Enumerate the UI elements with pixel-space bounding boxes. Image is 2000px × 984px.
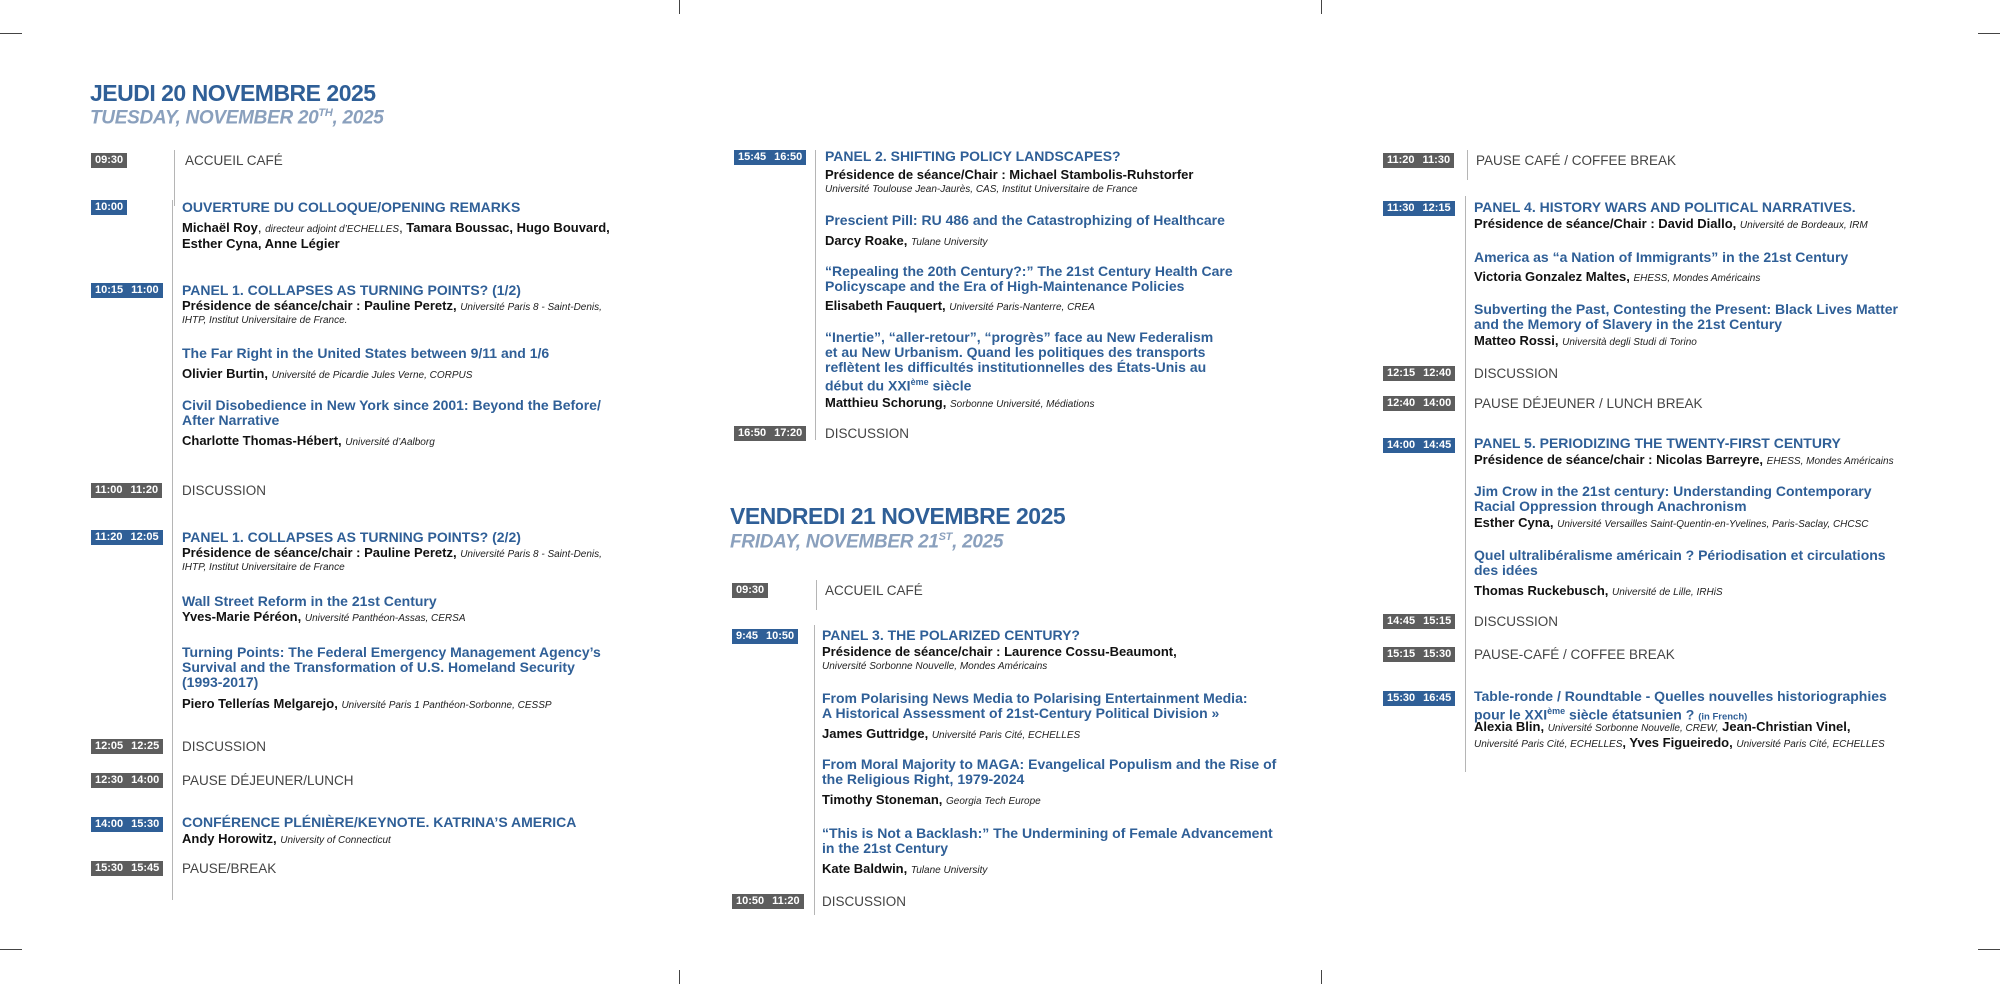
speaker-name: Piero Tellerías Melgarejo, <box>182 696 338 711</box>
crop-mark <box>0 949 22 950</box>
speaker-affiliation: Sorbonne Université, Médiations <box>949 399 1095 410</box>
start-time: 10:15 <box>95 284 124 296</box>
session-label: PAUSE CAFÉ / COFFEE BREAK <box>1476 153 1677 168</box>
speaker-affiliation: Université Paris-Nanterre, CREA <box>949 302 1095 313</box>
crop-mark <box>679 970 680 984</box>
chair <box>182 545 602 562</box>
day1-subtitle-sup: TH <box>318 107 333 119</box>
talk-title: America as “a Nation of Immigrants” in the 21st Century <box>1474 249 1849 265</box>
speaker-affiliation: University of Connecticut <box>280 835 391 846</box>
end-time: 15:30 <box>131 818 160 830</box>
time-badge <box>91 530 163 545</box>
chair-name: Présidence de séance/chair : Nicolas Barreyre, <box>1474 452 1764 467</box>
time-badge <box>1383 691 1455 706</box>
time-badge <box>1383 647 1455 662</box>
talk-title: reflètent les difficultés institutionnelles des États-Unis au <box>825 359 1207 375</box>
crop-mark <box>0 33 22 34</box>
speaker-name: Matthieu Schorung, <box>825 395 947 410</box>
day2-subtitle <box>730 531 1003 553</box>
start-time: 15:15 <box>1387 648 1416 660</box>
speakers: Université Paris Cité, ECHELLES, Yves Figueiredo, Université Paris Cité, ECHELLES <box>1474 735 1885 750</box>
talk-title: and the Memory of Slavery in the 21st Century <box>1474 316 1783 332</box>
timeline-divider <box>174 150 175 206</box>
timeline-divider <box>814 625 815 915</box>
start-time: 15:45 <box>738 151 767 163</box>
timeline-divider <box>1467 150 1468 180</box>
chair-name: Présidence de séance/Chair : Michael Stambolis-Ruhstorfer <box>825 167 1194 182</box>
session-label: DISCUSSION <box>822 894 907 909</box>
session-label: DISCUSSION <box>1474 366 1559 381</box>
session-title: PANEL 4. HISTORY WARS AND POLITICAL NARRATIVES. <box>1474 199 1856 215</box>
speaker-name: Olivier Burtin, <box>182 366 268 381</box>
timeline-divider <box>815 150 816 440</box>
day2-subtitle-end: , 2025 <box>952 531 1004 553</box>
session-label: PAUSE-CAFÉ / COFFEE BREAK <box>1474 647 1675 662</box>
speaker-affiliation: Université Paris Cité, ECHELLES <box>1474 739 1623 750</box>
talk-title: A Historical Assessment of 21st-Century Political Division » <box>822 705 1220 721</box>
time-badge <box>91 483 162 498</box>
start-time: 11:30 <box>1387 202 1415 214</box>
talk-title: Wall Street Reform in the 21st Century <box>182 593 437 609</box>
speaker-affiliation: Université Paris 1 Panthéon-Sorbonne, CESSP <box>341 700 552 711</box>
chair-name: Présidence de séance/chair : Laurence Cossu-Beaumont, <box>822 644 1177 659</box>
session-title: CONFÉRENCE PLÉNIÈRE/KEYNOTE. KATRINA’S AMERICA <box>182 814 577 830</box>
chair-name: Présidence de séance/Chair : David Diallo, <box>1474 216 1737 231</box>
session-title: PANEL 1. COLLAPSES AS TURNING POINTS? (1/2) <box>182 282 521 298</box>
end-time: 16:50 <box>774 151 803 163</box>
end-time: 12:15 <box>1422 202 1451 214</box>
speaker-affiliation: Université de Lille, IRHiS <box>1612 587 1723 598</box>
talk-title: Quel ultralibéralisme américain ? Périodisation et circulations <box>1474 547 1886 563</box>
timeline-divider <box>172 200 173 900</box>
session-label: PAUSE/BREAK <box>182 861 277 876</box>
crop-mark <box>679 0 680 14</box>
speaker-affiliation: Università degli Studi di Torino <box>1562 337 1697 348</box>
crop-mark <box>1321 0 1322 14</box>
start-time: 11:00 <box>95 484 123 496</box>
talk-title: “Repealing the 20th Century?:” The 21st Century Health Care <box>825 263 1233 279</box>
talk-title: (1993-2017) <box>182 674 259 690</box>
talk-title-part: début du XXI <box>825 377 911 394</box>
time-badge <box>732 894 804 909</box>
speaker-name: Elisabeth Fauquert, <box>825 298 946 313</box>
talk-title: Turning Points: The Federal Emergency Management Agency’s <box>182 644 601 660</box>
time-badge <box>91 739 163 754</box>
speaker-affiliation: Université Paris Cité, ECHELLES <box>931 730 1081 741</box>
start-time: 9:45 <box>736 630 759 642</box>
talk-title: Prescient Pill: RU 486 and the Catastrophizing of Healthcare <box>825 212 1225 228</box>
speaker <box>182 366 472 383</box>
start-time: 10:50 <box>736 895 765 907</box>
chair-name: Présidence de séance/chair : Pauline Peretz, <box>182 545 457 560</box>
time-badge <box>1383 366 1455 381</box>
speaker-affiliation: Université de Picardie Jules Verne, CORPUS <box>271 370 473 381</box>
speaker-affiliation: Université Panthéon-Assas, CERSA <box>304 613 466 624</box>
chair <box>182 298 602 315</box>
speaker <box>182 831 391 848</box>
end-time: 11:20 <box>772 895 800 907</box>
speaker-name: Andy Horowitz, <box>182 831 277 846</box>
start-time: 14:00 <box>95 818 124 830</box>
end-time: 14:00 <box>131 774 160 786</box>
start-time: 12:30 <box>95 774 124 786</box>
talk-title: “This is Not a Backlash:” The Undermining of Female Advancement <box>822 825 1273 841</box>
time-badge <box>734 426 806 441</box>
speaker-name: Jean-Christian Vinel, <box>1722 719 1851 734</box>
speaker <box>822 792 1041 809</box>
speaker-name: Yves Figueiredo, <box>1629 735 1733 750</box>
session-title-part: siècle étatsunien ? <box>1565 706 1695 723</box>
day1-subtitle-main: TUESDAY, NOVEMBER 20 <box>90 107 319 129</box>
end-time: 11:30 <box>1422 154 1451 166</box>
end-time: 10:50 <box>766 630 795 642</box>
start-time: 14:45 <box>1387 615 1416 627</box>
talk-title: the Religious Right, 1979-2024 <box>822 771 1025 787</box>
start-time: 15:30 <box>1387 692 1416 704</box>
time-badge <box>91 861 163 876</box>
crop-mark <box>1321 970 1322 984</box>
chair <box>1474 216 1868 233</box>
session-title-part: pour le XXI <box>1474 706 1548 723</box>
talk-title: After Narrative <box>182 412 280 428</box>
talk-title: Racial Oppression through Anachronism <box>1474 498 1747 514</box>
session-title: Table-ronde / Roundtable - Quelles nouvelles historiographies <box>1474 688 1887 704</box>
speaker-name: Charlotte Thomas-Hébert, <box>182 433 342 448</box>
speaker-affiliation: Georgia Tech Europe <box>946 796 1041 807</box>
start-time: 12:15 <box>1387 367 1416 379</box>
talk-title <box>825 375 971 394</box>
talk-title: et au New Urbanism. Quand les politiques des transports <box>825 344 1206 360</box>
session-title-sup: ème <box>1547 706 1566 716</box>
chair <box>1474 452 1894 469</box>
speaker-affiliation: Tulane University <box>911 237 988 248</box>
language-note: (in French) <box>1698 711 1748 723</box>
talk-title-sup: ème <box>910 377 929 387</box>
speaker <box>182 433 435 450</box>
talk-title: in the 21st Century <box>822 840 949 856</box>
end-time: 15:15 <box>1423 615 1452 627</box>
speaker <box>182 696 552 713</box>
time-badge <box>734 150 806 165</box>
session-label: PAUSE DÉJEUNER/LUNCH <box>182 773 354 788</box>
time-badge: 09:30 <box>732 583 768 598</box>
session-label: DISCUSSION <box>825 426 910 441</box>
talk-title: From Moral Majority to MAGA: Evangelical Populism and the Rise of <box>822 756 1277 772</box>
talk-title: Policyscape and the Era of High-Maintenance Policies <box>825 278 1185 294</box>
time-badge <box>1383 396 1455 411</box>
speaker <box>182 609 465 626</box>
end-time: 12:40 <box>1423 367 1452 379</box>
talk-title-part: siècle <box>928 377 972 394</box>
session-title: PANEL 1. COLLAPSES AS TURNING POINTS? (2/2) <box>182 529 521 545</box>
chair-affiliation: IHTP, Institut Universitaire de France <box>182 562 345 573</box>
chair-affiliation: EHESS, Mondes Américains <box>1766 456 1894 467</box>
crop-mark <box>1978 949 2000 950</box>
talk-title: The Far Right in the United States between 9/11 and 1/6 <box>182 345 550 361</box>
speakers: Michaël Roy, directeur adjoint d’ECHELLES, Tamara Boussac, Hugo Bouvard, <box>182 220 610 235</box>
chair-affiliation: Université Toulouse Jean-Jaurès, CAS, Institut Universitaire de France <box>825 184 1138 195</box>
speaker-name: James Guttridge, <box>822 726 929 741</box>
start-time: 12:40 <box>1387 397 1416 409</box>
start-time: 16:50 <box>738 427 767 439</box>
time-badge <box>1383 201 1455 216</box>
speaker <box>1474 515 1869 532</box>
chair <box>822 644 1177 659</box>
talk-title: Subverting the Past, Contesting the Present: Black Lives Matter <box>1474 301 1898 317</box>
end-time: 12:25 <box>131 740 160 752</box>
speaker <box>822 861 987 878</box>
speaker-affiliation: directeur adjoint d’ECHELLES <box>265 224 400 235</box>
chair-affiliation: Université Paris 8 - Saint-Denis, <box>460 549 602 560</box>
talk-title: Survival and the Transformation of U.S. Homeland Security <box>182 659 575 675</box>
session-label: PAUSE DÉJEUNER / LUNCH BREAK <box>1474 396 1703 411</box>
talk-title: des idées <box>1474 562 1538 578</box>
speaker-name: Kate Baldwin, <box>822 861 908 876</box>
speaker <box>1474 583 1723 600</box>
start-time: 11:20 <box>95 531 123 543</box>
chair-name: Présidence de séance/chair : Pauline Peretz, <box>182 298 457 313</box>
end-time: 14:00 <box>1423 397 1452 409</box>
speaker-affiliation: Tulane University <box>910 865 988 876</box>
speaker <box>825 395 1095 412</box>
speaker-name: Alexia Blin, <box>1474 719 1545 734</box>
start-time: 11:20 <box>1387 154 1415 166</box>
end-time: 11:00 <box>131 284 159 296</box>
chair-affiliation: Université Sorbonne Nouvelle, Mondes Américains <box>822 661 1048 672</box>
speaker-name: Victoria Gonzalez Maltes, <box>1474 269 1630 284</box>
speaker-name: Michaël Roy <box>182 220 258 235</box>
day2-subtitle-main: FRIDAY, NOVEMBER 21 <box>730 531 939 553</box>
chair-affiliation: Université Paris 8 - Saint-Denis, <box>460 302 602 313</box>
day2-subtitle-sup: ST <box>938 531 953 543</box>
time-badge: 10:00 <box>91 200 127 215</box>
start-time: 12:05 <box>95 740 124 752</box>
speaker-name: Darcy Roake, <box>825 233 908 248</box>
talk-title: From Polarising News Media to Polarising Entertainment Media: <box>822 690 1248 706</box>
speaker-name: Matteo Rossi, <box>1474 333 1559 348</box>
time-badge <box>732 629 798 644</box>
time-badge <box>91 283 163 298</box>
end-time: 14:45 <box>1423 439 1452 451</box>
speaker-name: Yves-Marie Péréon, <box>182 609 302 624</box>
timeline-divider <box>1465 196 1466 772</box>
session-title: PANEL 3. THE POLARIZED CENTURY? <box>822 627 1080 643</box>
speaker-names: Esther Cyna, Anne Légier <box>182 236 340 251</box>
speaker <box>1474 333 1697 350</box>
speaker-affiliation: Université Versailles Saint-Quentin-en-Yvelines, Paris-Saclay, CHCSC <box>1557 519 1869 530</box>
speaker <box>825 233 988 250</box>
time-badge: 09:30 <box>91 153 127 168</box>
speaker-name: Thomas Ruckebusch, <box>1474 583 1609 598</box>
speakers <box>1474 719 1851 736</box>
session-label: ACCUEIL CAFÉ <box>185 153 283 168</box>
talk-title: “Inertie”, “aller-retour”, “progrès” face au New Federalism <box>825 329 1214 345</box>
day1-subtitle-end: , 2025 <box>332 107 384 129</box>
session-title: PANEL 2. SHIFTING POLICY LANDSCAPES? <box>825 148 1121 164</box>
time-badge <box>91 773 163 788</box>
talk-title: Jim Crow in the 21st century: Understanding Contemporary <box>1474 483 1872 499</box>
timeline-divider <box>816 580 817 610</box>
end-time: 17:20 <box>774 427 803 439</box>
chair-affiliation: IHTP, Institut Universitaire de France. <box>182 315 348 326</box>
speakers <box>182 236 340 251</box>
speaker-name: Esther Cyna, <box>1474 515 1554 530</box>
time-badge <box>1383 438 1455 453</box>
end-time: 15:45 <box>131 862 160 874</box>
session-title: OUVERTURE DU COLLOQUE/OPENING REMARKS <box>182 199 521 215</box>
time-badge <box>1383 153 1454 168</box>
speaker-name: Timothy Stoneman, <box>822 792 943 807</box>
end-time: 15:30 <box>1423 648 1452 660</box>
chair <box>825 167 1193 182</box>
speaker-affiliation: EHESS, Mondes Américains <box>1633 273 1761 284</box>
start-time: 15:30 <box>95 862 124 874</box>
session-label: DISCUSSION <box>182 483 267 498</box>
session-title: PANEL 5. PERIODIZING THE TWENTY-FIRST CENTURY <box>1474 435 1841 451</box>
end-time: 12:05 <box>130 531 159 543</box>
day2-title: VENDREDI 21 NOVEMBRE 2025 <box>730 503 1066 529</box>
time-badge <box>1383 614 1455 629</box>
end-time: 11:20 <box>130 484 159 496</box>
crop-mark <box>1978 33 2000 34</box>
speaker-affiliation: Université d’Aalborg <box>345 437 435 448</box>
day1-subtitle <box>90 107 384 129</box>
session-label: DISCUSSION <box>1474 614 1559 629</box>
speaker-affiliation: Université Paris Cité, ECHELLES <box>1736 739 1885 750</box>
speaker <box>822 726 1080 743</box>
speaker-affiliation: Université Sorbonne Nouvelle, CREW, <box>1547 723 1719 734</box>
speaker <box>1474 269 1760 286</box>
start-time: 14:00 <box>1387 439 1416 451</box>
day1-title: JEUDI 20 NOVEMBRE 2025 <box>90 80 376 106</box>
session-label: DISCUSSION <box>182 739 267 754</box>
end-time: 16:45 <box>1423 692 1452 704</box>
session-label: ACCUEIL CAFÉ <box>825 583 923 598</box>
time-badge <box>91 817 163 832</box>
speaker <box>825 298 1095 315</box>
chair-affiliation: Université de Bordeaux, IRM <box>1739 220 1868 231</box>
speaker-names: Tamara Boussac, Hugo Bouvard, <box>406 220 610 235</box>
talk-title: Civil Disobedience in New York since 2001: Beyond the Before/ <box>182 397 601 413</box>
